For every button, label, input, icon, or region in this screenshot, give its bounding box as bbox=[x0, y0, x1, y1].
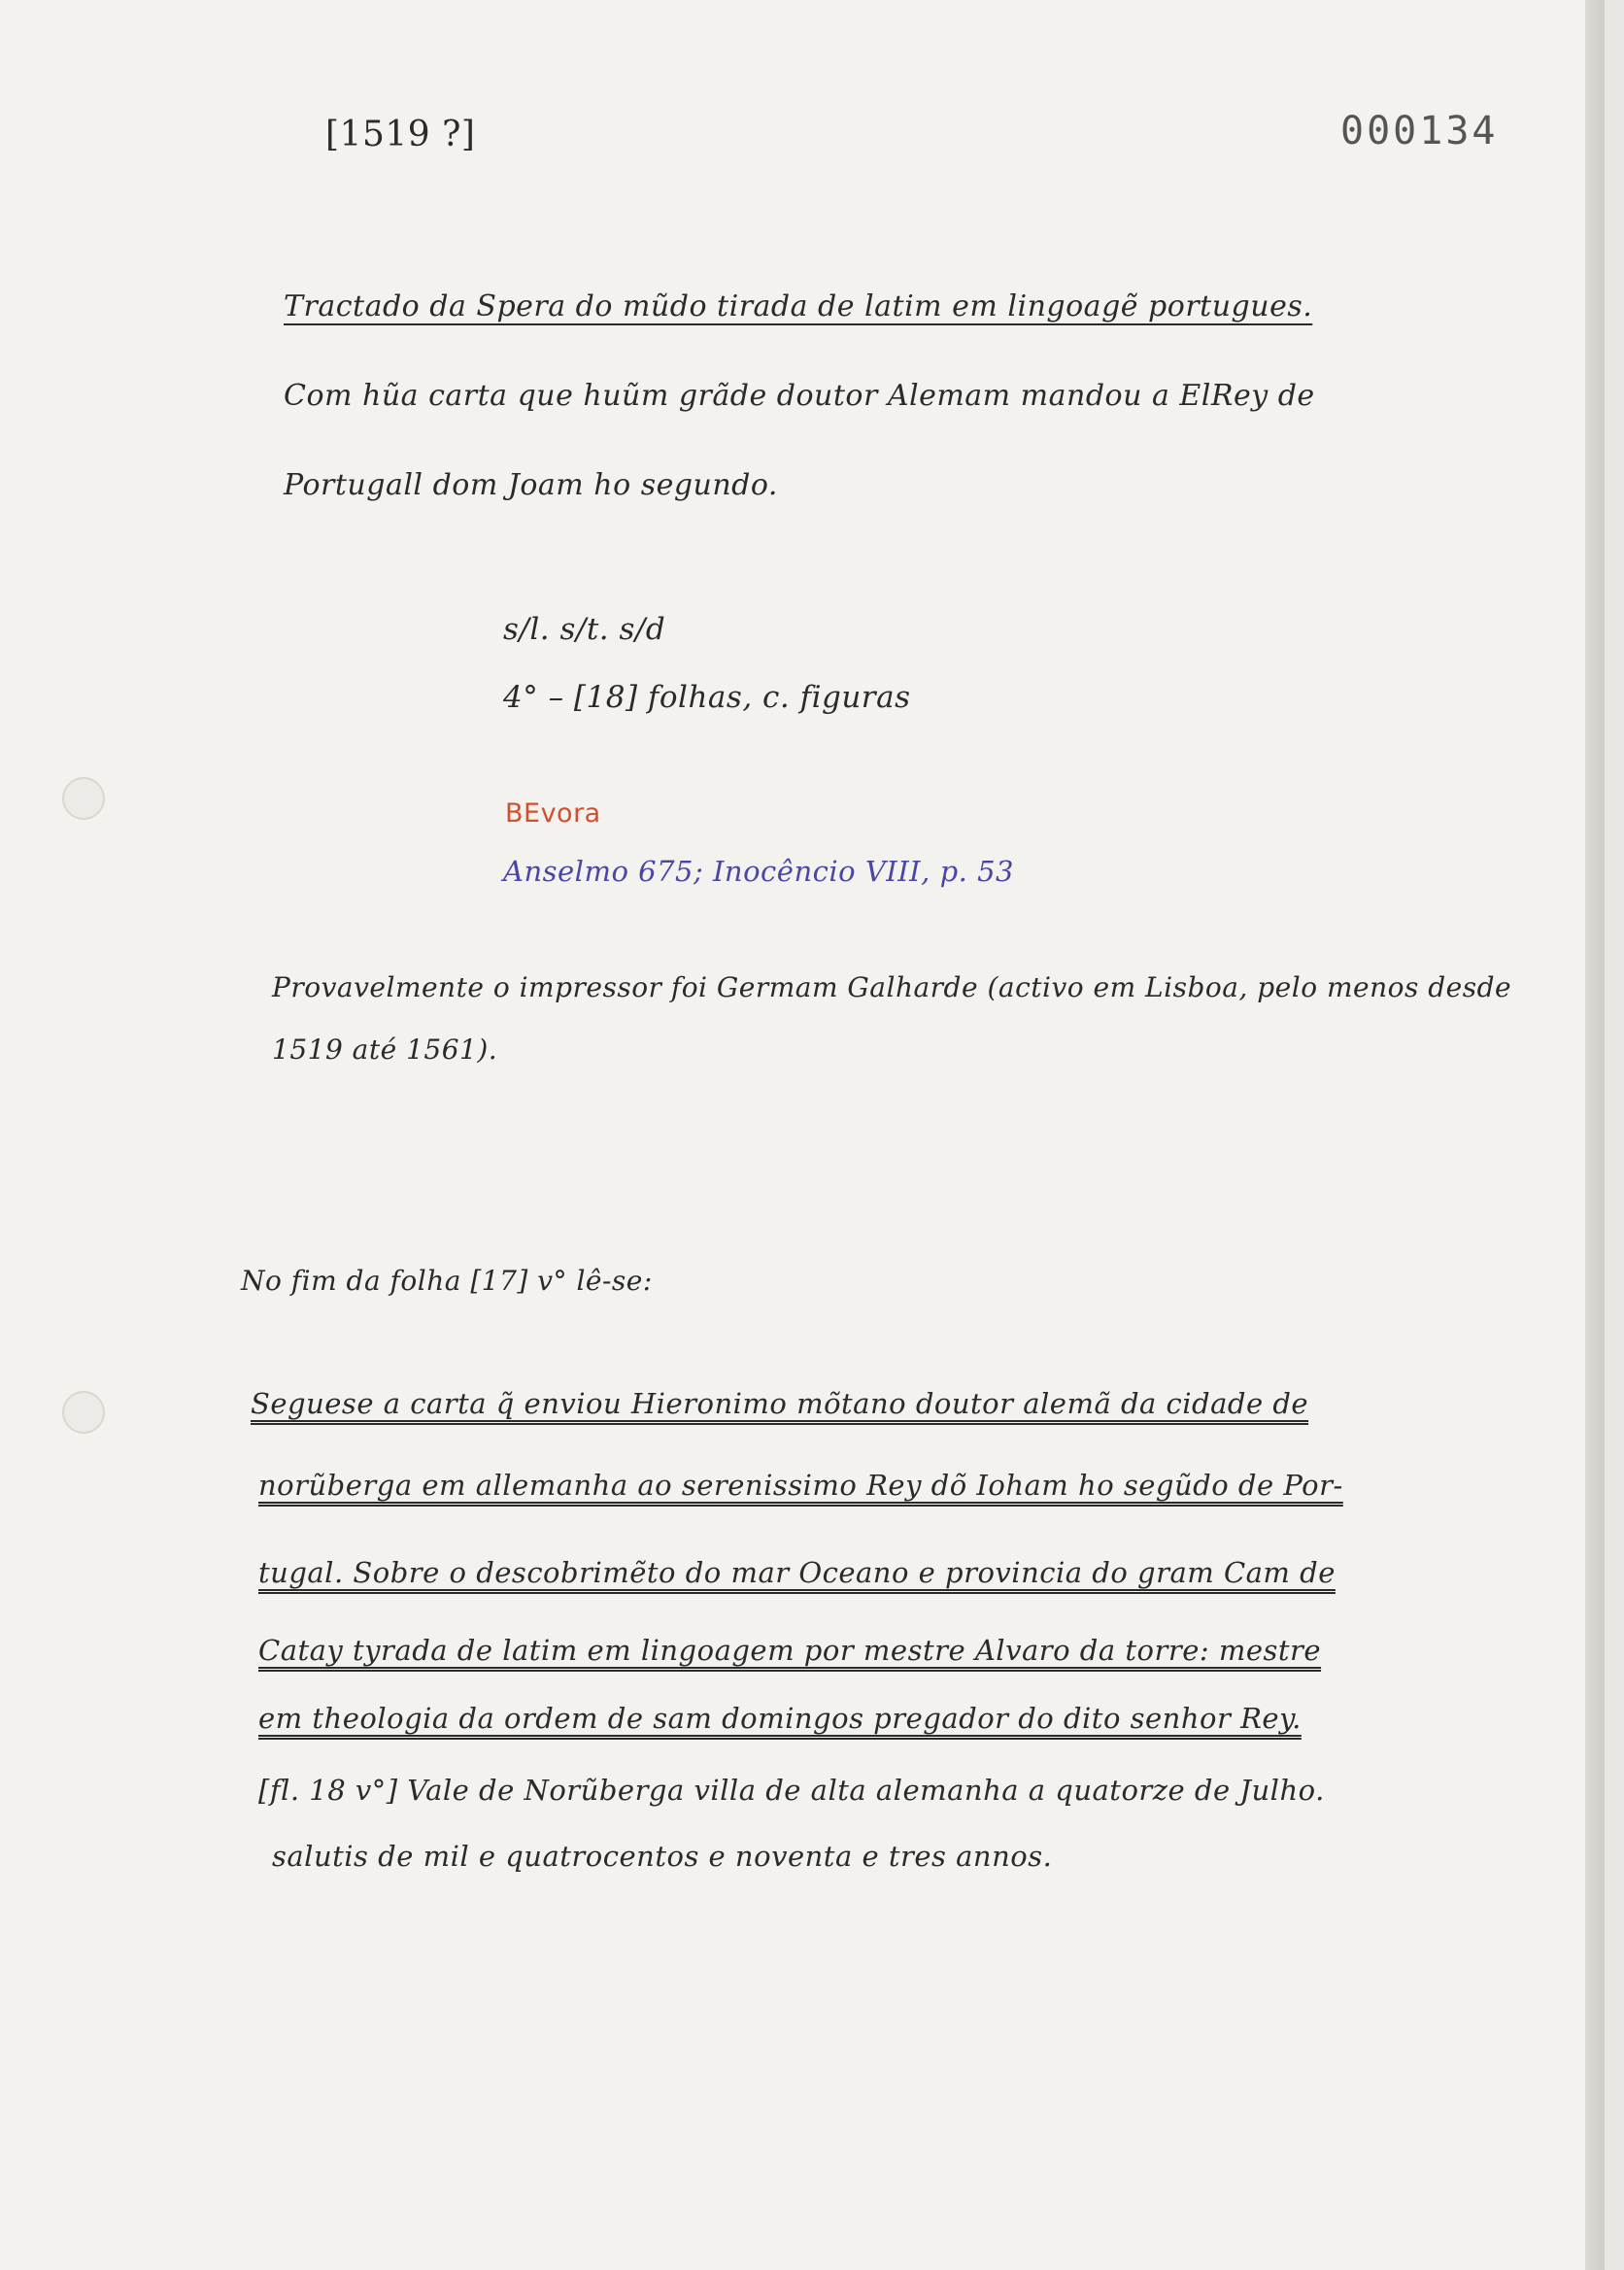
imprint-line-1: s/l. s/t. s/d bbox=[503, 612, 666, 647]
colophon-line-4: Catay tyrada de latim em lingoagem por mestre Alvaro da torre: mestre bbox=[258, 1634, 1322, 1667]
colophon-line-7: salutis de mil e quatrocentos e noventa e tres annos. bbox=[272, 1840, 1053, 1873]
title-line-1: Tractado da Spera do mũdo tirada de latim em lingoagẽ portugues. bbox=[284, 289, 1313, 323]
note-line-2: 1519 até 1561). bbox=[272, 1033, 498, 1066]
page-edge bbox=[1585, 0, 1605, 2270]
note-line-1: Provavelmente o impressor foi Germam Galharde (activo em Lisboa, pelo menos desde bbox=[272, 971, 1512, 1003]
colophon-intro: No fim da folha [17] v° lê-se: bbox=[241, 1265, 653, 1297]
library-label: BEvora bbox=[505, 798, 601, 829]
colophon-line-5: em theologia da ordem de sam domingos pregador do dito senhor Rey. bbox=[258, 1702, 1302, 1735]
colophon-line-2: norũberga em allemanha ao serenissimo Rey dõ Ioham ho segũdo de Por- bbox=[258, 1469, 1343, 1502]
punch-hole-icon bbox=[62, 777, 105, 820]
imprint-line-2: 4° – [18] folhas, c. figuras bbox=[503, 680, 911, 715]
punch-hole-icon bbox=[62, 1391, 105, 1434]
title-line-2: Com hũa carta que huũm grãde doutor Alemam mandou a ElRey de bbox=[284, 379, 1315, 413]
catalog-number: 000134 bbox=[1340, 109, 1499, 153]
references-label: Anselmo 675; Inocêncio VIII, p. 53 bbox=[503, 855, 1014, 888]
date-label: [1519 ?] bbox=[325, 115, 476, 154]
colophon-line-6: [fl. 18 v°] Vale de Norũberga villa de alta alemanha a quatorze de Julho. bbox=[258, 1774, 1325, 1807]
title-line-3: Portugall dom Joam ho segundo. bbox=[284, 468, 778, 502]
colophon-line-1: Seguese a carta q̃ enviou Hieronimo mõtano doutor alemã da cidade de bbox=[251, 1387, 1309, 1420]
colophon-line-3: tugal. Sobre o descobrimẽto do mar Oceano e provincia do gram Cam de bbox=[258, 1556, 1336, 1589]
